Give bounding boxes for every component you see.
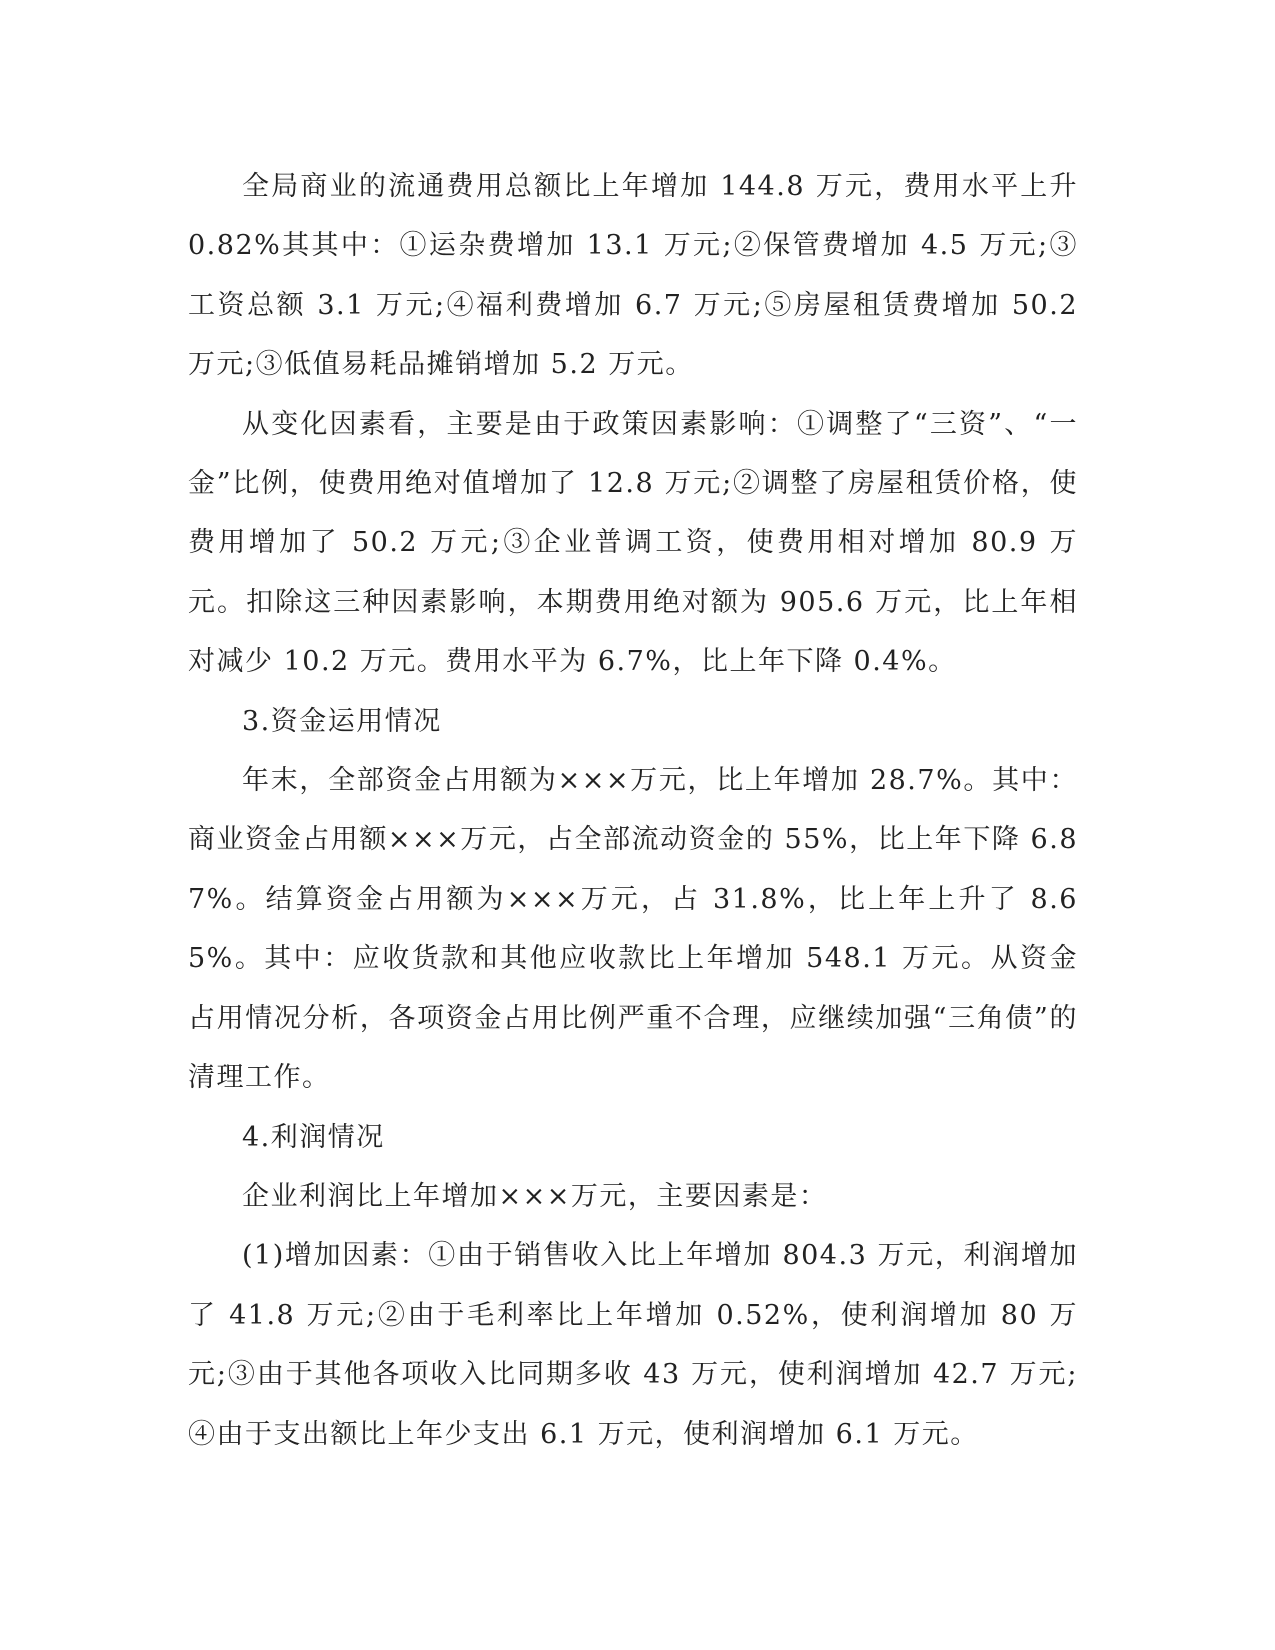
document-body — [188, 157, 1078, 1464]
paragraph-fund-usage: 年末，全部资金占用额为×××万元，比上年增加 28.7%。其中：商业资金占用额×××万元，占全部流动资金的 55%，比上年下降 6.87%。结算资金占用额为×××万元，占 31.8%，比上年上升了 8.65%。其中：应收货款和其他应收款比上年增加 548.1 万元。从资金占用情况分析，各项资金占用比例严重不合理，应继续加强“三角债”的清理工作。 — [188, 765, 1078, 1094]
paragraph-increase-factors: (1)增加因素：①由于销售收入比上年增加 804.3 万元，利润增加了 41.8 万元;②由于毛利率比上年增加 0.52%，使利润增加 80 万元;③由于其他各项收入比同期多收 43 万元，使利润增加 42.7 万元;④由于支出额比上年少支出 6.1 万元，使利润增加 6.1 万元。 — [188, 1240, 1078, 1450]
section-heading-fund-usage: 3.资金运用情况 — [242, 705, 442, 737]
paragraph-circulation-costs: 全局商业的流通费用总额比上年增加 144.8 万元，费用水平上升 0.82%其其中：①运杂费增加 13.1 万元;②保管费增加 4.5 万元;③工资总额 3.1 万元;④福利费增加 6.7 万元;⑤房屋租赁费增加 50.2 万元;③低值易耗品摊销增加 5.2 万元。 — [188, 171, 1078, 381]
section-heading-profit: 4.利润情况 — [242, 1121, 385, 1153]
paragraph-change-factors: 从变化因素看，主要是由于政策因素影响：①调整了“三资”、“一金”比例，使费用绝对值增加了 12.8 万元;②调整了房屋租赁价格，使费用增加了 50.2 万元;③企业普调工资，使费用相对增加 80.9 万元。扣除这三种因素影响，本期费用绝对额为 905.6 万元，比上年相对减少 10.2 万元。费用水平为 6.7%，比上年下降 0.4%。 — [188, 408, 1078, 678]
paragraph-profit-intro: 企业利润比上年增加×××万元，主要因素是： — [242, 1180, 828, 1212]
